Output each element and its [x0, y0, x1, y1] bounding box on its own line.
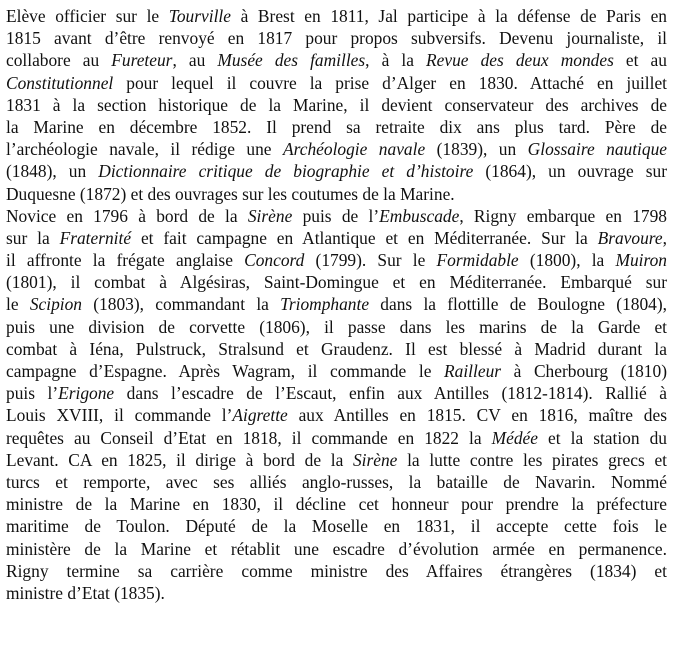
italic-title: Formidable	[436, 250, 519, 271]
italic-title: Bravoure	[597, 227, 663, 248]
text-segment: requêtes au Conseil d’Etat en 1818, il commande en 1822 la	[6, 427, 492, 448]
italic-title: Embuscade	[379, 205, 460, 226]
text-segment: maritime de Toulon. Député de la Moselle en 1831, il accepte cette fois le	[6, 516, 667, 537]
text-segment: dans la flottille de Boulogne (1804),	[369, 294, 667, 315]
text-segment: combat à Iéna, Pulstruck, Stralsund et Graudenz. Il est blessé à Madrid durant la	[6, 338, 667, 359]
text-segment: il affronte la frégate anglaise	[6, 250, 245, 271]
text-segment: 1831 à la section historique de la Marine, il devient conservateur des archives de	[6, 94, 667, 115]
text-line	[6, 160, 667, 182]
text-segment: la lutte contre les pirates grecs et	[397, 449, 667, 470]
text-segment: à Cherbourg (1810)	[501, 361, 667, 381]
text-line	[6, 271, 667, 293]
text-segment: , à la	[365, 50, 427, 71]
text-line	[6, 582, 667, 604]
text-segment: ,	[662, 227, 667, 248]
text-line	[6, 227, 667, 249]
text-segment: 1815 avant d’être renvoyé en 1817 pour propos subversifs. Devenu journaliste, il	[6, 28, 667, 49]
italic-title: Fraternité	[59, 227, 132, 248]
text-line	[6, 249, 667, 271]
text-segment: aux Antilles en 1815. CV en 1816, maître des	[287, 405, 667, 426]
text-line	[6, 560, 667, 582]
text-line	[6, 5, 667, 27]
italic-title: Médée	[491, 427, 538, 448]
text-segment: (1800), la	[518, 250, 616, 271]
text-line	[6, 471, 667, 493]
text-segment: l’archéologie navale, il rédige une	[6, 139, 283, 160]
italic-title: Concord	[244, 250, 305, 271]
text-segment: la Marine en décembre 1852. Il prend sa retraite dix ans plus tard. Père de	[6, 116, 667, 137]
text-segment: et au	[613, 50, 667, 71]
italic-title: Sirène	[352, 449, 398, 470]
paragraph-rigny	[6, 205, 667, 604]
text-line	[6, 94, 667, 116]
italic-title: Muiron	[615, 250, 667, 271]
text-line	[6, 382, 667, 404]
text-segment: le	[6, 294, 30, 315]
italic-title: Railleur	[444, 361, 502, 381]
paragraph-jal	[6, 5, 667, 205]
text-line	[6, 538, 667, 560]
text-segment: campagne d’Espagne. Après Wagram, il commande le	[6, 361, 445, 381]
text-segment: , Rigny embarque en 1798	[459, 205, 668, 226]
text-segment: (1799). Sur le	[304, 250, 437, 271]
text-segment: ministre d’Etat (1835).	[6, 582, 165, 603]
text-segment: Duquesne (1872) et des ouvrages sur les coutumes de la Marine.	[6, 183, 455, 204]
text-line	[6, 316, 667, 338]
text-segment: ministre de la Marine en 1830, il décline cet honneur pour prendre la préfecture	[6, 494, 667, 515]
text-line	[6, 49, 667, 71]
italic-title: Musée des familles	[217, 50, 366, 71]
text-line	[6, 138, 667, 160]
text-segment: ministère de la Marine et rétablit une escadre d’évolution armée en permanence.	[6, 538, 667, 559]
text-segment: turcs et remporte, avec ses alliés anglo-russes, la bataille de Navarin. Nommé	[6, 471, 667, 492]
text-segment: Rigny termine sa carrière comme ministre des Affaires étrangères (1834) et	[6, 560, 667, 581]
text-segment: (1839), un	[425, 139, 528, 160]
text-line	[6, 338, 667, 360]
text-segment: et la station du	[537, 427, 667, 448]
text-line	[6, 360, 667, 382]
text-line	[6, 404, 667, 426]
italic-title: Tourville	[168, 6, 231, 26]
text-segment: et fait campagne en Atlantique et en Méditerranée. Sur la	[131, 227, 598, 248]
text-segment: , au	[172, 50, 218, 71]
italic-title: Erigone	[58, 383, 115, 404]
text-segment: puis une division de corvette (1806), il passe dans les marins de la Garde et	[6, 316, 667, 337]
text-line	[6, 205, 667, 227]
italic-title: Constitutionnel	[6, 72, 114, 93]
text-segment: (1801), il combat à Algésiras, Saint-Domingue et en Méditerranée. Embarqué sur	[6, 272, 667, 293]
italic-title: Scipion	[29, 294, 82, 315]
text-line	[6, 72, 667, 94]
text-segment: Louis XVIII, il commande l’	[6, 405, 233, 426]
text-line	[6, 183, 667, 205]
italic-title: Aigrette	[232, 405, 288, 426]
text-line	[6, 449, 667, 471]
text-segment: pour lequel il couvre la prise d’Alger en 1830. Attaché en juillet	[113, 72, 667, 93]
text-segment: collabore au	[6, 50, 112, 71]
italic-title: Sirène	[247, 205, 293, 226]
text-segment: dans l’escadre de l’Escaut, enfin aux Antilles (1812-1814). Rallié à	[114, 383, 667, 404]
text-segment: puis de l’	[292, 205, 380, 226]
text-line	[6, 515, 667, 537]
text-segment: Levant. CA en 1825, il dirige à bord de la	[6, 449, 353, 470]
text-segment: (1803), commandant la	[82, 294, 281, 315]
text-segment: (1848), un	[6, 161, 99, 182]
text-segment: puis l’	[6, 383, 59, 404]
text-segment: à Brest en 1811, Jal participe à la défense de Paris en	[230, 6, 667, 26]
text-segment: Novice en 1796 à bord de la	[6, 205, 248, 226]
italic-title: Revue des deux mondes	[426, 50, 614, 71]
text-line	[6, 116, 667, 138]
text-line	[6, 293, 667, 315]
text-segment: Elève officier sur le	[6, 6, 169, 26]
text-line	[6, 493, 667, 515]
text-line	[6, 27, 667, 49]
text-line	[6, 427, 667, 449]
italic-title: Dictionnaire critique de biographie et d’histoire	[98, 161, 474, 182]
italic-title: Glossaire nautique	[527, 139, 667, 160]
italic-title: Fureteur	[111, 50, 173, 71]
text-segment: sur la	[6, 227, 60, 248]
text-segment: (1864), un ouvrage sur	[473, 161, 667, 182]
italic-title: Triomphante	[280, 294, 370, 315]
italic-title: Archéologie navale	[283, 139, 426, 160]
